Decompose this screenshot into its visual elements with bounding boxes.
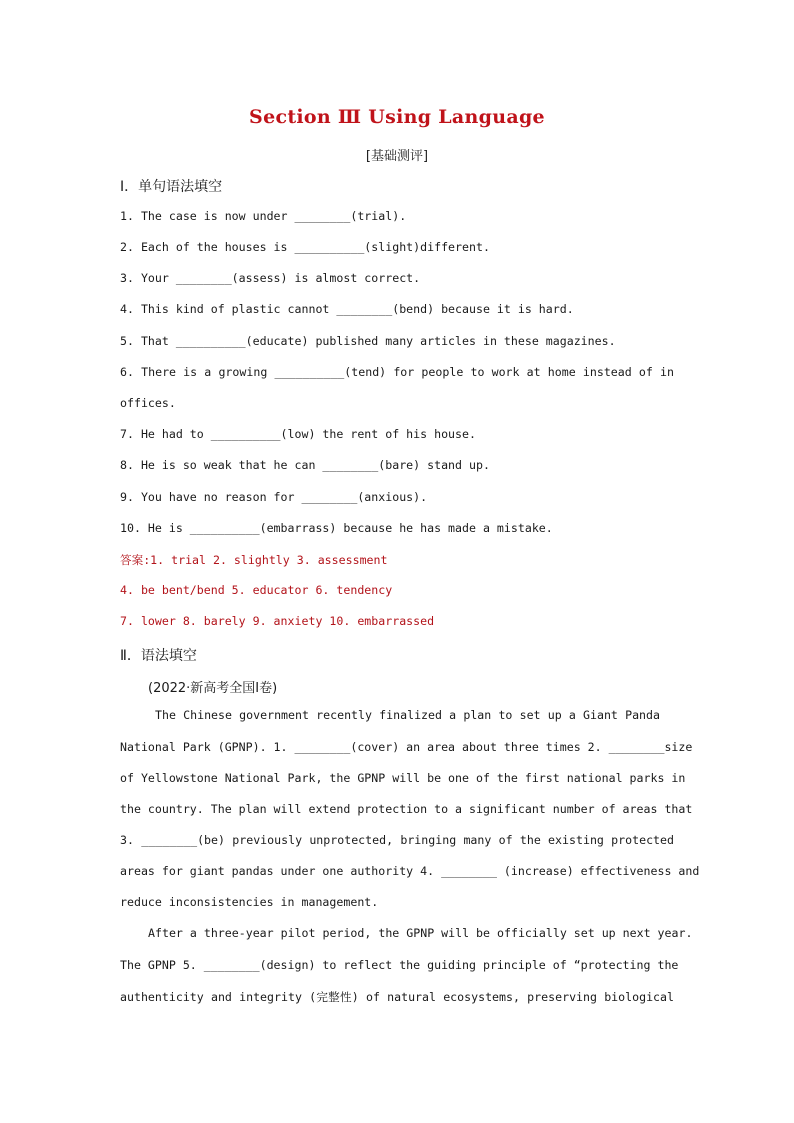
question-line: 5. That __________(educate) published many articles in these magazines. [120,334,616,348]
passage-line: of Yellowstone National Park, the GPNP will be one of the first national parks in [120,771,686,785]
question-line: 10. He is __________(embarrass) because he has made a mistake. [120,521,553,535]
passage-line: National Park (GPNP). 1. ________(cover) an area about three times 2. ________size [120,740,693,754]
passage-line: the country. The plan will extend protection to a significant number of areas that [120,802,693,816]
question-line: 2. Each of the houses is __________(slight)different. [120,240,490,254]
passage-source: (2022·新高考全国Ⅰ卷) [148,681,278,696]
passage-line: The GPNP 5. ________(design) to reflect the guiding principle of “protecting the [120,958,679,972]
question-line: 9. You have no reason for ________(anxious). [120,490,428,504]
section-tag: [基础测评] [365,149,429,164]
passage-line: authenticity and integrity (完整性) of natural ecosystems, preserving biological [120,990,674,1004]
question-line: 3. Your ________(assess) is almost correct. [120,271,421,285]
question-line: 1. The case is now under ________(trial). [120,209,407,223]
question-line: 4. This kind of plastic cannot ________(bend) because it is hard. [120,302,574,316]
page-title: Section Ⅲ Using Language [249,106,545,128]
question-line: 7. He had to __________(low) the rent of his house. [120,427,476,441]
question-line: offices. [120,396,176,410]
answer-line: 7. lower 8. barely 9. anxiety 10. embarrassed [120,614,435,628]
question-line: 8. He is so weak that he can ________(bare) stand up. [120,458,490,472]
part2-heading: Ⅱ．语法填空 [120,648,197,664]
passage-line: areas for giant pandas under one authority 4. ________ (increase) effectiveness and [120,864,700,878]
part1-heading: Ⅰ．单句语法填空 [120,179,223,195]
passage-line: reduce inconsistencies in management. [120,895,379,909]
question-line: 6. There is a growing __________(tend) for people to work at home instead of in [120,365,674,379]
passage-line: 3. ________(be) previously unprotected, bringing many of the existing protected [120,833,674,847]
answer-line: 4. be bent/bend 5. educator 6. tendency [120,583,393,597]
passage-line: After a three-year pilot period, the GPNP will be officially set up next year. [148,926,693,940]
passage-line: The Chinese government recently finalized a plan to set up a Giant Panda [155,708,660,722]
answer-line: 答案:1. trial 2. slightly 3. assessment [120,553,388,567]
